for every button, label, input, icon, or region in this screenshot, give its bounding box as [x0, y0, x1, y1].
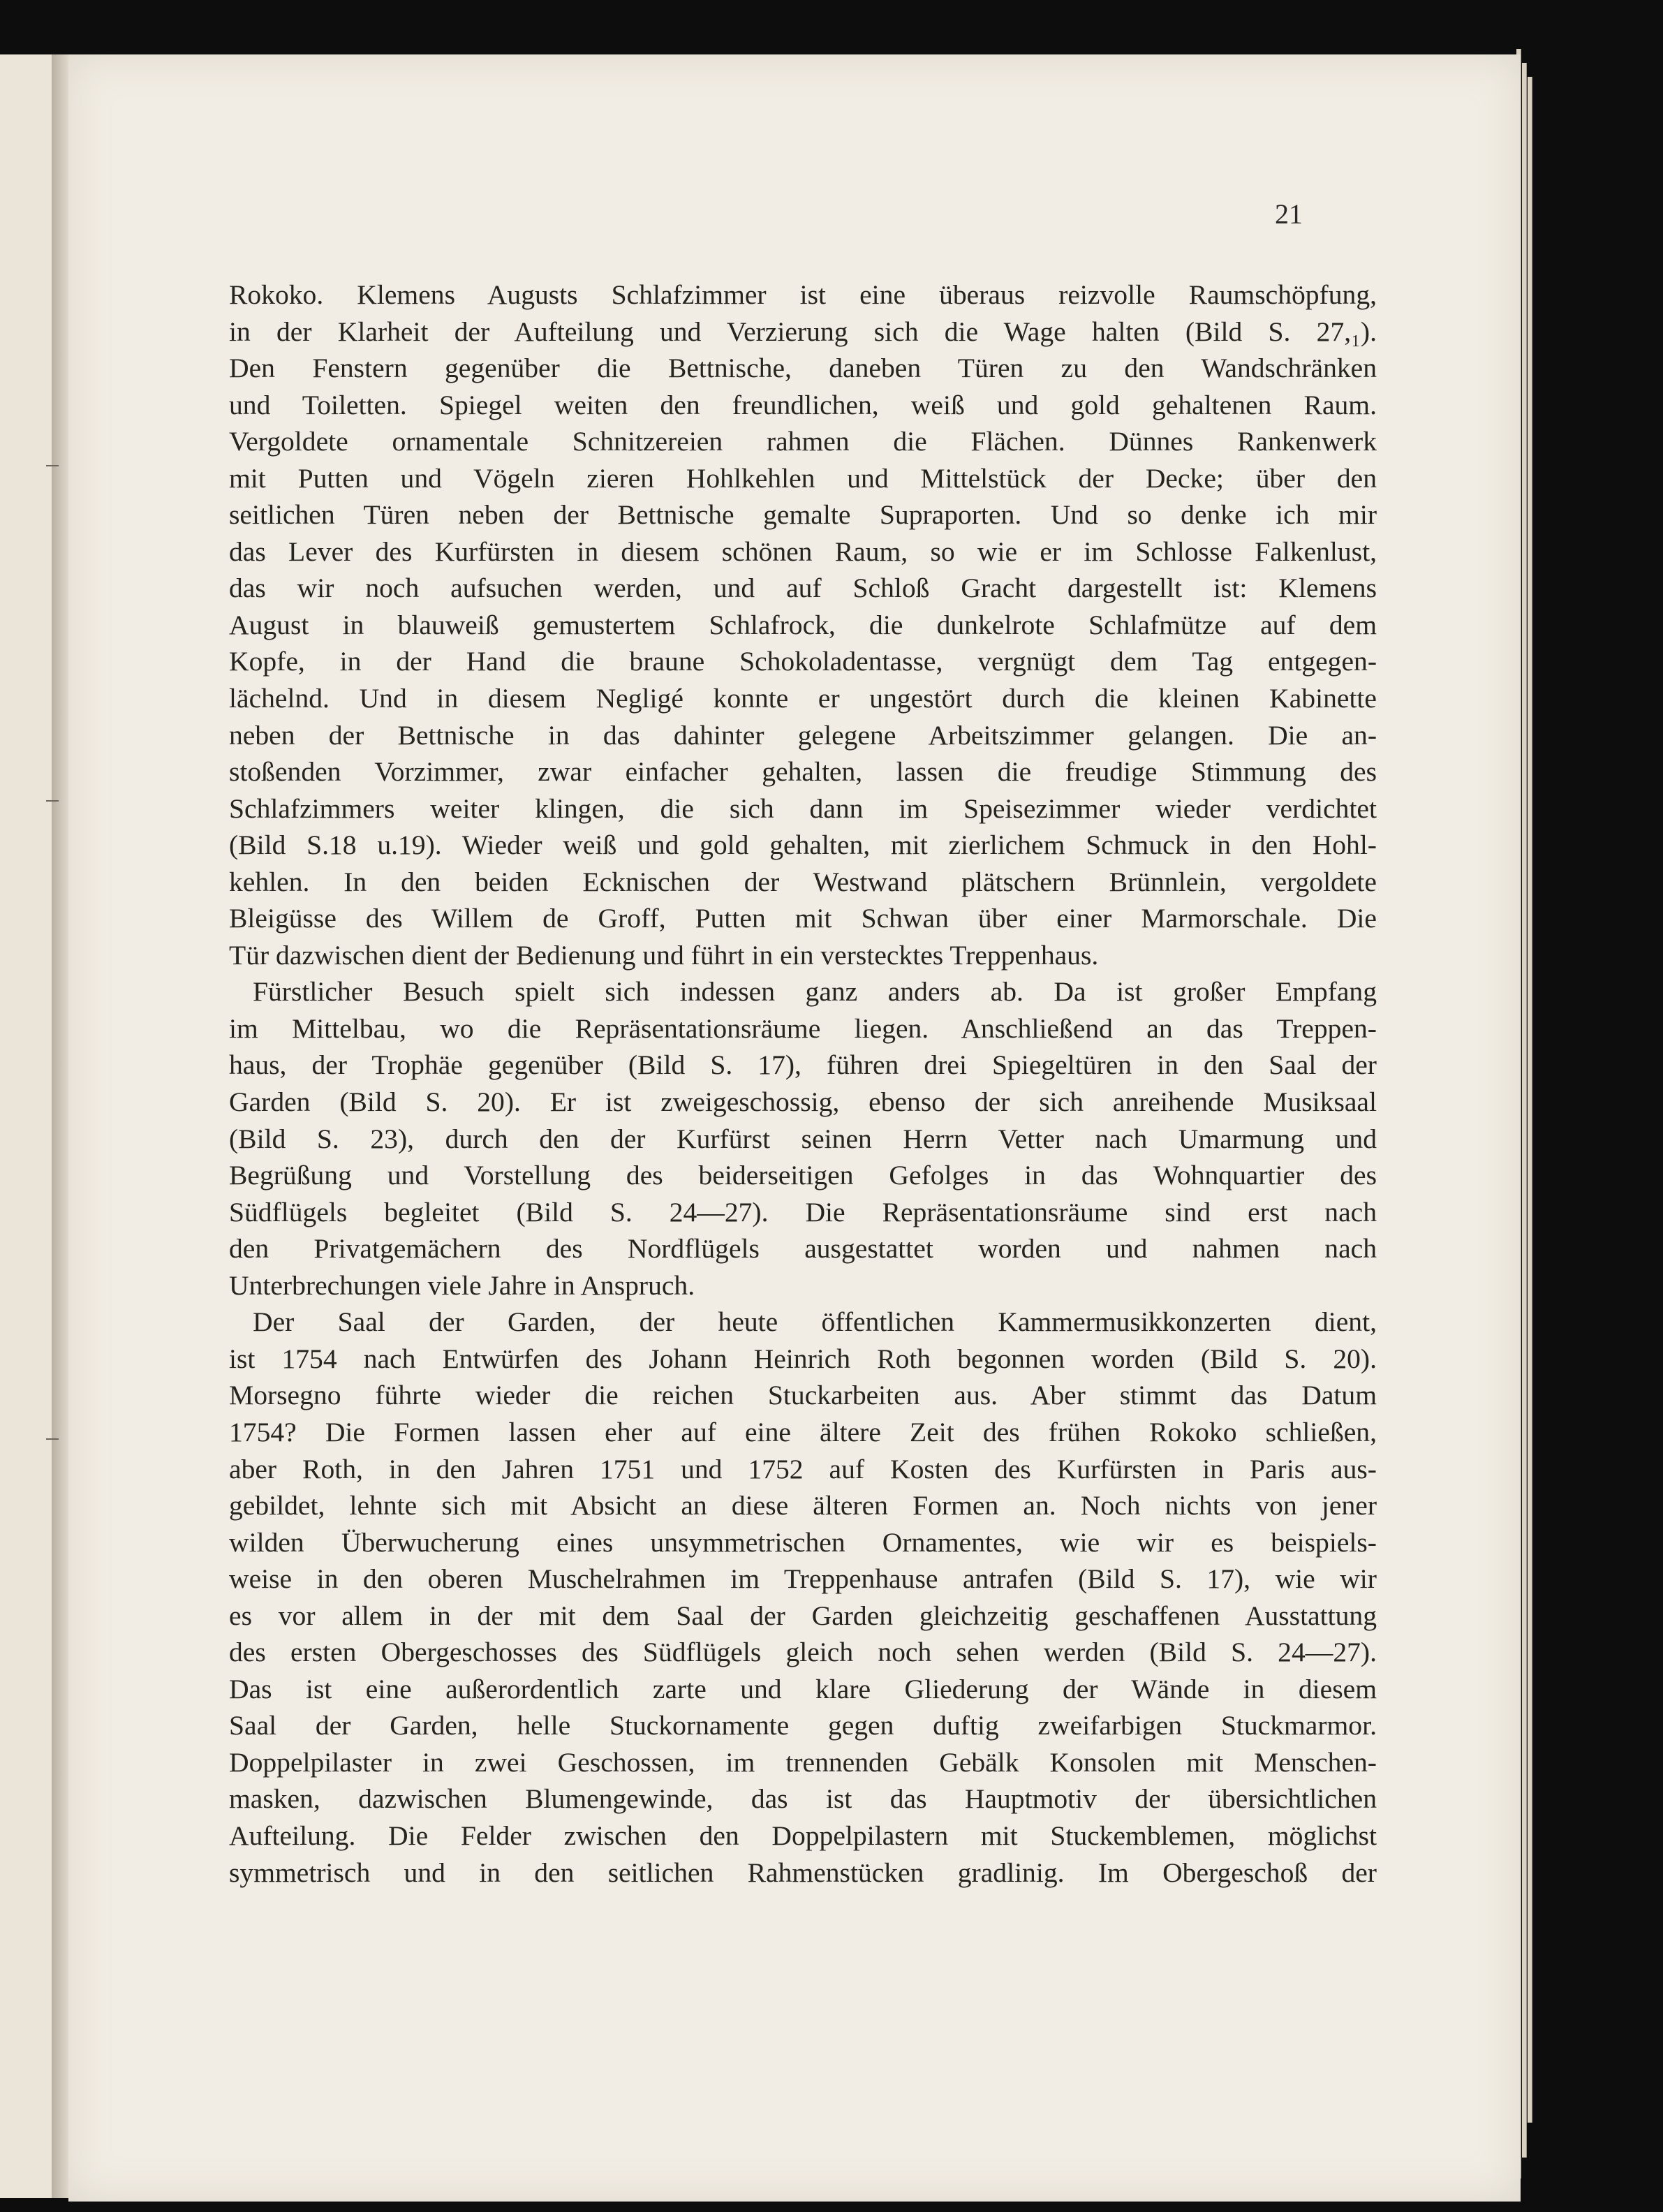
- text-line: Garden (Bild S. 20). Er ist zweigeschossig, ebenso der sich anreihende Musiksaal: [229, 1086, 1377, 1118]
- text-line: gebildet, lehnte sich mit Absicht an diese älteren Formen an. Noch nichts von jener: [229, 1490, 1377, 1521]
- text-line: stoßenden Vorzimmer, zwar einfacher gehalten, lassen die freudige Stimmung des: [229, 756, 1377, 788]
- text-line: Das ist eine außerordentlich zarte und klare Gliederung der Wände in diesem: [229, 1673, 1377, 1704]
- text-line: (Bild S.18 u.19). Wieder weiß und gold gehalten, mit zierlichem Schmuck in den Hohl-: [229, 830, 1377, 861]
- text-line: masken, dazwischen Blumengewinde, das ist das Hauptmotiv der übersichtlichen: [229, 1783, 1377, 1815]
- text-line: Doppelpilaster in zwei Geschossen, im trennenden Gebälk Konsolen mit Menschen-: [229, 1746, 1377, 1778]
- text-line: Saal der Garden, helle Stuckornamente gegen duftig zweifarbigen Stuckmarmor.: [229, 1710, 1377, 1741]
- margin-mark: [46, 465, 59, 466]
- text-line: Schlafzimmers weiter klingen, die sich dann im Speisezimmer wieder verdichtet: [229, 792, 1377, 824]
- text-line: Der Saal der Garden, der heute öffentlichen Kammermusikkonzerten dient,: [253, 1306, 1377, 1338]
- text-line: Den Fenstern gegenüber die Bettnische, daneben Türen zu den Wandschränken: [229, 353, 1377, 384]
- page-edge: [1528, 77, 1532, 2123]
- book-gutter: [52, 54, 70, 2198]
- margin-mark: [46, 800, 59, 802]
- text-line: den Privatgemächern des Nordflügels ausgestattet worden und nahmen nach: [229, 1233, 1377, 1264]
- text-line: Tür dazwischen dient der Bedienung und führt in ein verstecktes Treppenhaus.: [229, 939, 1099, 971]
- text-line: August in blauweiß gemustertem Schlafrock, die dunkelrote Schlafmütze auf dem: [229, 609, 1377, 640]
- text-line: kehlen. In den beiden Ecknischen der Westwand plätschern Brünnlein, vergoldete: [229, 866, 1377, 897]
- left-page-edge: [0, 54, 54, 2198]
- text-line: lächelnd. Und in diesem Negligé konnte er ungestört durch die kleinen Kabinette: [229, 683, 1377, 714]
- text-line: seitlichen Türen neben der Bettnische gemalte Supraporten. Und so denke ich mir: [229, 499, 1377, 531]
- margin-mark: [46, 1438, 59, 1440]
- text-line: ist 1754 nach Entwürfen des Johann Heinrich Roth begonnen worden (Bild S. 20).: [229, 1343, 1377, 1374]
- text-line: Begrüßung und Vorstellung des beiderseitigen Gefolges in das Wohnquartier des: [229, 1160, 1377, 1191]
- text-line: in der Klarheit der Aufteilung und Verzierung sich die Wage halten (Bild S. 27,₁).: [229, 316, 1377, 347]
- text-line: Fürstlicher Besuch spielt sich indessen ganz anders ab. Da ist großer Empfang: [253, 976, 1377, 1008]
- page-edge: [1522, 63, 1527, 2158]
- text-line: im Mittelbau, wo die Repräsentationsräume liegen. Anschließend an das Treppen-: [229, 1012, 1377, 1044]
- text-line: (Bild S. 23), durch den der Kurfürst seinen Herrn Vetter nach Umarmung und: [229, 1123, 1377, 1154]
- text-line: Vergoldete ornamentale Schnitzereien rahmen die Flächen. Dünnes Rankenwerk: [229, 426, 1377, 457]
- body-text: [229, 276, 1377, 1891]
- text-line: es vor allem in der mit dem Saal der Garden gleichzeitig geschaffenen Ausstattung: [229, 1600, 1377, 1631]
- text-line: weise in den oberen Muschelrahmen im Treppenhause antrafen (Bild S. 17), wie wir: [229, 1563, 1377, 1595]
- text-line: neben der Bettnische in das dahinter gelegene Arbeitszimmer gelangen. Die an-: [229, 719, 1377, 751]
- text-line: aber Roth, in den Jahren 1751 und 1752 auf Kosten des Kurfürsten in Paris aus-: [229, 1453, 1377, 1484]
- text-line: das wir noch aufsuchen werden, und auf Schloß Gracht dargestellt ist: Klemens: [229, 573, 1377, 604]
- text-line: Rokoko. Klemens Augusts Schlafzimmer ist eine überaus reizvolle Raumschöpfung,: [229, 279, 1377, 310]
- text-line: wilden Überwucherung eines unsymmetrischen Ornamentes, wie wir es beispiels-: [229, 1526, 1377, 1558]
- text-line: Bleigüsse des Willem de Groff, Putten mit Schwan über einer Marmorschale. Die: [229, 903, 1377, 934]
- text-line: mit Putten und Vögeln zieren Hohlkehlen und Mittelstück der Decke; über den: [229, 462, 1377, 494]
- text-line: haus, der Trophäe gegenüber (Bild S. 17), führen drei Spiegeltüren in den Saal der: [229, 1049, 1377, 1081]
- text-line: Morsegno führte wieder die reichen Stuckarbeiten aus. Aber stimmt das Datum: [229, 1380, 1377, 1411]
- text-line: 1754? Die Formen lassen eher auf eine ältere Zeit des frühen Rokoko schließen,: [229, 1416, 1377, 1447]
- text-line: und Toiletten. Spiegel weiten den freundlichen, weiß und gold gehaltenen Raum.: [229, 389, 1377, 420]
- text-line: das Lever des Kurfürsten in diesem schönen Raum, so wie er im Schlosse Falkenlust,: [229, 536, 1377, 567]
- page-number: 21: [1275, 198, 1303, 230]
- text-line: symmetrisch und in den seitlichen Rahmenstücken gradlinig. Im Obergeschoß der: [229, 1857, 1377, 1888]
- text-line: des ersten Obergeschosses des Südflügels gleich noch sehen werden (Bild S. 24—27).: [229, 1637, 1377, 1668]
- text-line: Aufteilung. Die Felder zwischen den Doppelpilastern mit Stuckemblemen, möglichst: [229, 1820, 1377, 1851]
- text-line: Südflügels begleitet (Bild S. 24—27). Die Repräsentationsräume sind erst nach: [229, 1196, 1377, 1227]
- book-page: [68, 54, 1521, 2202]
- text-line: Kopfe, in der Hand die braune Schokoladentasse, vergnügt dem Tag entgegen-: [229, 646, 1377, 677]
- text-line: Unterbrechungen viele Jahre in Anspruch.: [229, 1269, 695, 1301]
